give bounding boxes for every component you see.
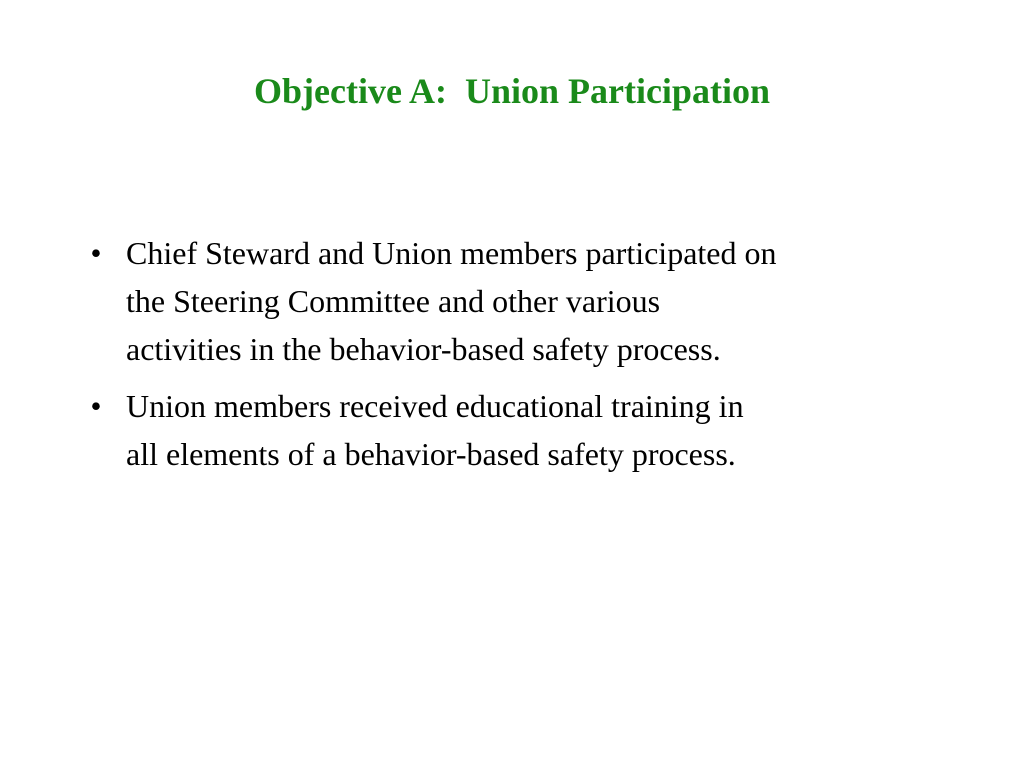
bullet-list — [0, 229, 1024, 487]
bullet-text-line: all elements of a behavior-based safety process. — [126, 436, 736, 472]
bullet-text-line: activities in the behavior-based safety process. — [126, 331, 721, 367]
bullet-text-line: the Steering Committee and other various — [126, 283, 661, 319]
bullet-text-line: Chief Steward and Union members participated on — [126, 235, 777, 271]
slide-title: Objective A: Union Participation — [254, 71, 770, 111]
bullet-marker: • — [90, 388, 102, 424]
bullet-item — [0, 382, 1024, 478]
bullet-item — [0, 229, 1024, 373]
bullet-text-line: Union members received educational training in — [126, 388, 744, 424]
bullet-marker: • — [90, 235, 102, 271]
